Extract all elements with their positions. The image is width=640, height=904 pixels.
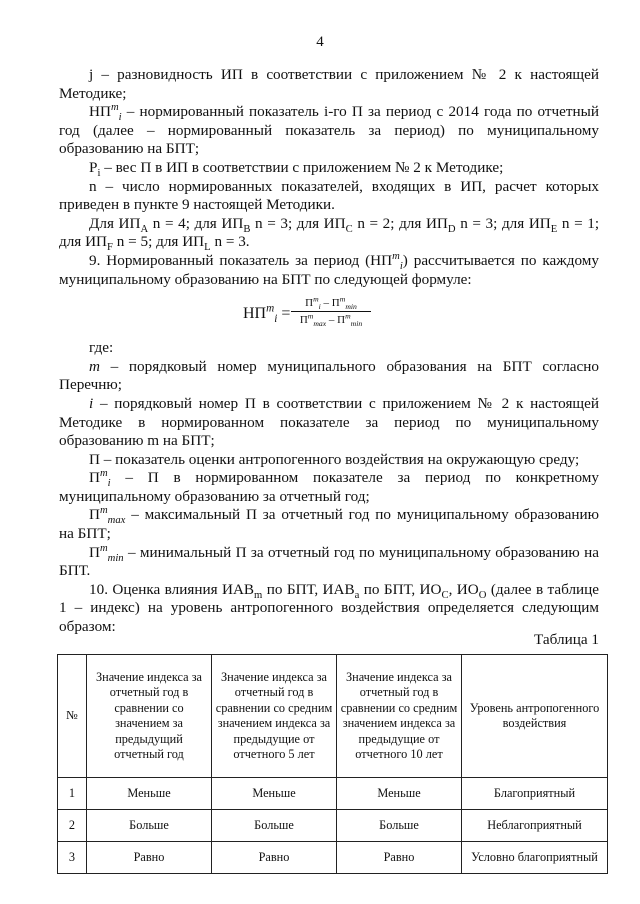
paragraph-pmax: $П^m_{max}$ – максимальный П за отчетный год по муниципальному образованию на БПТ;: [59, 505, 599, 543]
table-header-row: [58, 655, 608, 778]
table-cell: Больше: [212, 810, 337, 842]
header-previous-year: Значение индекса за отчетный год в сравнении со значением за предыдущий отчетный год: [87, 655, 212, 778]
paragraph-10: 10. Оценка влияния $ИАВ_m$ по БПТ, $ИАВ_a$ по БПТ, $ИО_C$, $ИО_O$ (далее в таблице 1 – индекс) на уровень антропогенного воздействия определяется следующим образом:: [59, 580, 600, 636]
formula-numerator: $П^m_i - П^m_{min}$: [291, 296, 371, 312]
formula-fraction: [291, 296, 371, 327]
table-cell: Меньше: [212, 778, 337, 810]
table-cell: Благоприятный: [462, 778, 608, 810]
table-cell: Больше: [337, 810, 462, 842]
table-cell: Условно благоприятный: [462, 842, 608, 874]
table-cell: Неблагоприятный: [462, 810, 608, 842]
paragraph-9: 9. Нормированный показатель за период $(НП^m_i)$ рассчитывается по каждому муниципальному образованию на БПТ по следующей формуле:: [59, 250, 599, 288]
header-5-years: Значение индекса за отчетный год в сравнении со средним значением индекса за предыдущие от отчетного 5 лет: [212, 655, 337, 778]
table-cell: Меньше: [337, 778, 462, 810]
table-caption: Таблица 1: [534, 631, 599, 648]
document-body: [59, 66, 599, 637]
page-number: 4: [316, 34, 324, 50]
data-table: [57, 654, 608, 874]
formula-denominator: $П^m_{max} - П^m_{min}$: [299, 311, 363, 329]
paragraph-where: где:: [89, 339, 114, 357]
paragraph-p: П – показатель оценки антропогенного воздействия на окружающую среду;: [89, 450, 580, 468]
formula-lhs: $НП^m_i$ =: [243, 302, 291, 326]
paragraph-m: m – порядковый номер муниципального образования на БПТ согласно Перечню;: [59, 357, 599, 394]
paragraph-n: n – число нормированных показателей, входящих в ИП, расчет которых приведен в пункте 9 настоящей Методики.: [59, 177, 599, 214]
table-cell: Больше: [87, 810, 212, 842]
paragraph-j: j – разновидность ИП в соответствии с приложением № 2 к настоящей Методике;: [59, 66, 599, 102]
table-cell: Равно: [212, 842, 337, 874]
table-cell: 1: [58, 778, 87, 810]
paragraph-np-definition: $НП^m_i$ – нормированный показатель i-го П за период с 2014 года по отчетный год (далее – нормированный показатель за период) по муниципальному образованию на БПТ;: [59, 102, 600, 158]
paragraph-weight: $P_i$ – вес П в ИП в соответствии с приложением № 2 к Методике;: [89, 158, 504, 179]
table-cell: 2: [58, 810, 87, 842]
table-cell: Меньше: [87, 778, 212, 810]
paragraph-ip-counts: Для $ИП_A$ n = 4; для $ИП_B$ n = 3; для $ИП_C$ n = 2; для $ИП_D$ n = 3; для $ИП_E$ n = 1; для $ИП_F$ n = 5; для $ИП_L$ n = 3.: [59, 214, 600, 254]
paragraph-pmin: $П^m_{min}$ – минимальный П за отчетный год по муниципальному образованию на БПТ.: [59, 542, 599, 580]
table-cell: Равно: [87, 842, 212, 874]
paragraph-pmi: $П^m_i$ – П в нормированном показателе за период по конкретному муниципальному образованию за отчетный год;: [59, 468, 599, 505]
table-row: [58, 842, 608, 874]
header-number: №: [58, 655, 87, 778]
table-row: [58, 810, 608, 842]
formula: [59, 295, 599, 335]
header-impact-level: Уровень антропогенного воздействия: [462, 655, 608, 778]
table-row: [58, 778, 608, 810]
table-cell: Равно: [337, 842, 462, 874]
paragraph-i: i – порядковый номер П в соответствии с приложением № 2 к настоящей Методике в нормированном показателе за период по муниципальному образованию m на БПТ;: [59, 394, 600, 450]
table-cell: 3: [58, 842, 87, 874]
header-10-years: Значение индекса за отчетный год в сравнении со средним значением индекса за предыдущие от отчетного 10 лет: [337, 655, 462, 778]
